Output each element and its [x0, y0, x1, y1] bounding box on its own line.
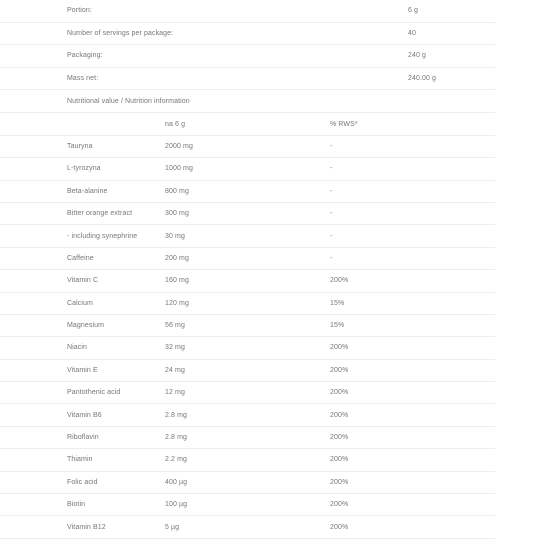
- nutrient-amount: 160 mg: [165, 270, 330, 292]
- table-row: [0, 247, 495, 269]
- nutrient-rws: 15%: [330, 314, 495, 336]
- nutrient-name: Vitamin B12: [0, 516, 165, 538]
- nutrient-rws: -: [330, 158, 495, 180]
- nutrient-amount: 120 mg: [165, 292, 330, 314]
- table-row: [0, 382, 495, 404]
- nutrient-amount: 5 µg: [165, 516, 330, 538]
- table-row: [0, 270, 495, 292]
- table-row: [0, 225, 495, 247]
- nutrient-rws: -: [330, 247, 495, 269]
- nutrient-amount: 400 µg: [165, 471, 330, 493]
- nutrient-rws: 200%: [330, 270, 495, 292]
- nutrient-amount: 800 mg: [165, 180, 330, 202]
- nutrient-amount: 100 µg: [165, 494, 330, 516]
- nutrition-title-row: [0, 90, 495, 113]
- nutrient-rws: 200%: [330, 471, 495, 493]
- nutrient-rws: 200%: [330, 426, 495, 448]
- header-name-cell: [0, 113, 165, 135]
- nutrient-name: Vitamin E: [0, 359, 165, 381]
- packaging-label: Packaging:: [0, 45, 402, 68]
- table-row: [0, 45, 495, 68]
- nutrient-name: Vitamin C: [0, 270, 165, 292]
- table-row: [0, 158, 495, 180]
- nutrient-name: Tauryna: [0, 135, 165, 157]
- nutrient-rws: 200%: [330, 516, 495, 538]
- table-row: [0, 404, 495, 426]
- table-row: [0, 202, 495, 224]
- nutrient-rws: -: [330, 135, 495, 157]
- table-row: [0, 471, 495, 493]
- nutrient-rws: -: [330, 180, 495, 202]
- mass-net-value: 240.00 g: [402, 67, 495, 90]
- nutrient-amount: 2.8 mg: [165, 404, 330, 426]
- nutrient-rws: -: [330, 202, 495, 224]
- nutrient-name: Bitter orange extract: [0, 202, 165, 224]
- nutrient-rws: 200%: [330, 382, 495, 404]
- nutrient-rws: 200%: [330, 449, 495, 471]
- table-row: [0, 449, 495, 471]
- nutrient-amount: 32 mg: [165, 337, 330, 359]
- nutrient-amount: 56 mg: [165, 314, 330, 336]
- table-row: [0, 135, 495, 157]
- nutrient-amount: 300 mg: [165, 202, 330, 224]
- table-row: [0, 22, 495, 45]
- table-row: [0, 426, 495, 448]
- nutrient-amount: 2000 mg: [165, 135, 330, 157]
- nutrient-amount: 2.2 mg: [165, 449, 330, 471]
- package-info-table: [0, 0, 495, 90]
- packaging-value: 240 g: [402, 45, 495, 68]
- nutrient-name: Pantothenic acid: [0, 382, 165, 404]
- nutrient-name: Niacin: [0, 337, 165, 359]
- nutrient-rws: 15%: [330, 292, 495, 314]
- nutrient-rws: 200%: [330, 404, 495, 426]
- nutrient-name: Beta-alanine: [0, 180, 165, 202]
- nutrient-amount: 30 mg: [165, 225, 330, 247]
- servings-value: 40: [402, 22, 495, 45]
- nutrient-name: Folic acid: [0, 471, 165, 493]
- table-row: [0, 516, 495, 538]
- table-row: [0, 314, 495, 336]
- nutrient-name: L-tyrozyna: [0, 158, 165, 180]
- nutrient-amount: 200 mg: [165, 247, 330, 269]
- portion-value: 6 g: [402, 0, 495, 22]
- nutrient-name: Biotin: [0, 494, 165, 516]
- nutrient-name: Caffeine: [0, 247, 165, 269]
- nutrient-name: Calcium: [0, 292, 165, 314]
- table-row: [0, 0, 495, 22]
- header-amount: na 6 g: [165, 113, 330, 135]
- nutrient-rws: 200%: [330, 359, 495, 381]
- nutrient-rws: 200%: [330, 337, 495, 359]
- nutrient-name: Magnesium: [0, 314, 165, 336]
- table-row: [0, 67, 495, 90]
- portion-label: Portion:: [0, 0, 402, 22]
- header-rws: % RWS*: [330, 113, 495, 135]
- table-row: [0, 180, 495, 202]
- nutrient-name: - including synephrine: [0, 225, 165, 247]
- table-row: [0, 359, 495, 381]
- nutrient-name: Riboflavin: [0, 426, 165, 448]
- table-row: [0, 494, 495, 516]
- nutrient-amount: 12 mg: [165, 382, 330, 404]
- nutrition-title: Nutritional value / Nutrition information: [0, 90, 495, 113]
- nutrient-name: Thiamin: [0, 449, 165, 471]
- nutrition-table: [0, 90, 495, 538]
- nutrient-amount: 24 mg: [165, 359, 330, 381]
- nutrient-amount: 1000 mg: [165, 158, 330, 180]
- mass-net-label: Mass net:: [0, 67, 402, 90]
- nutrient-rws: 200%: [330, 494, 495, 516]
- nutrition-header-row: [0, 113, 495, 135]
- nutrient-amount: 2.8 mg: [165, 426, 330, 448]
- table-row: [0, 292, 495, 314]
- nutrient-rws: -: [330, 225, 495, 247]
- table-row: [0, 337, 495, 359]
- servings-label: Number of servings per package:: [0, 22, 402, 45]
- nutrient-name: Vitamin B6: [0, 404, 165, 426]
